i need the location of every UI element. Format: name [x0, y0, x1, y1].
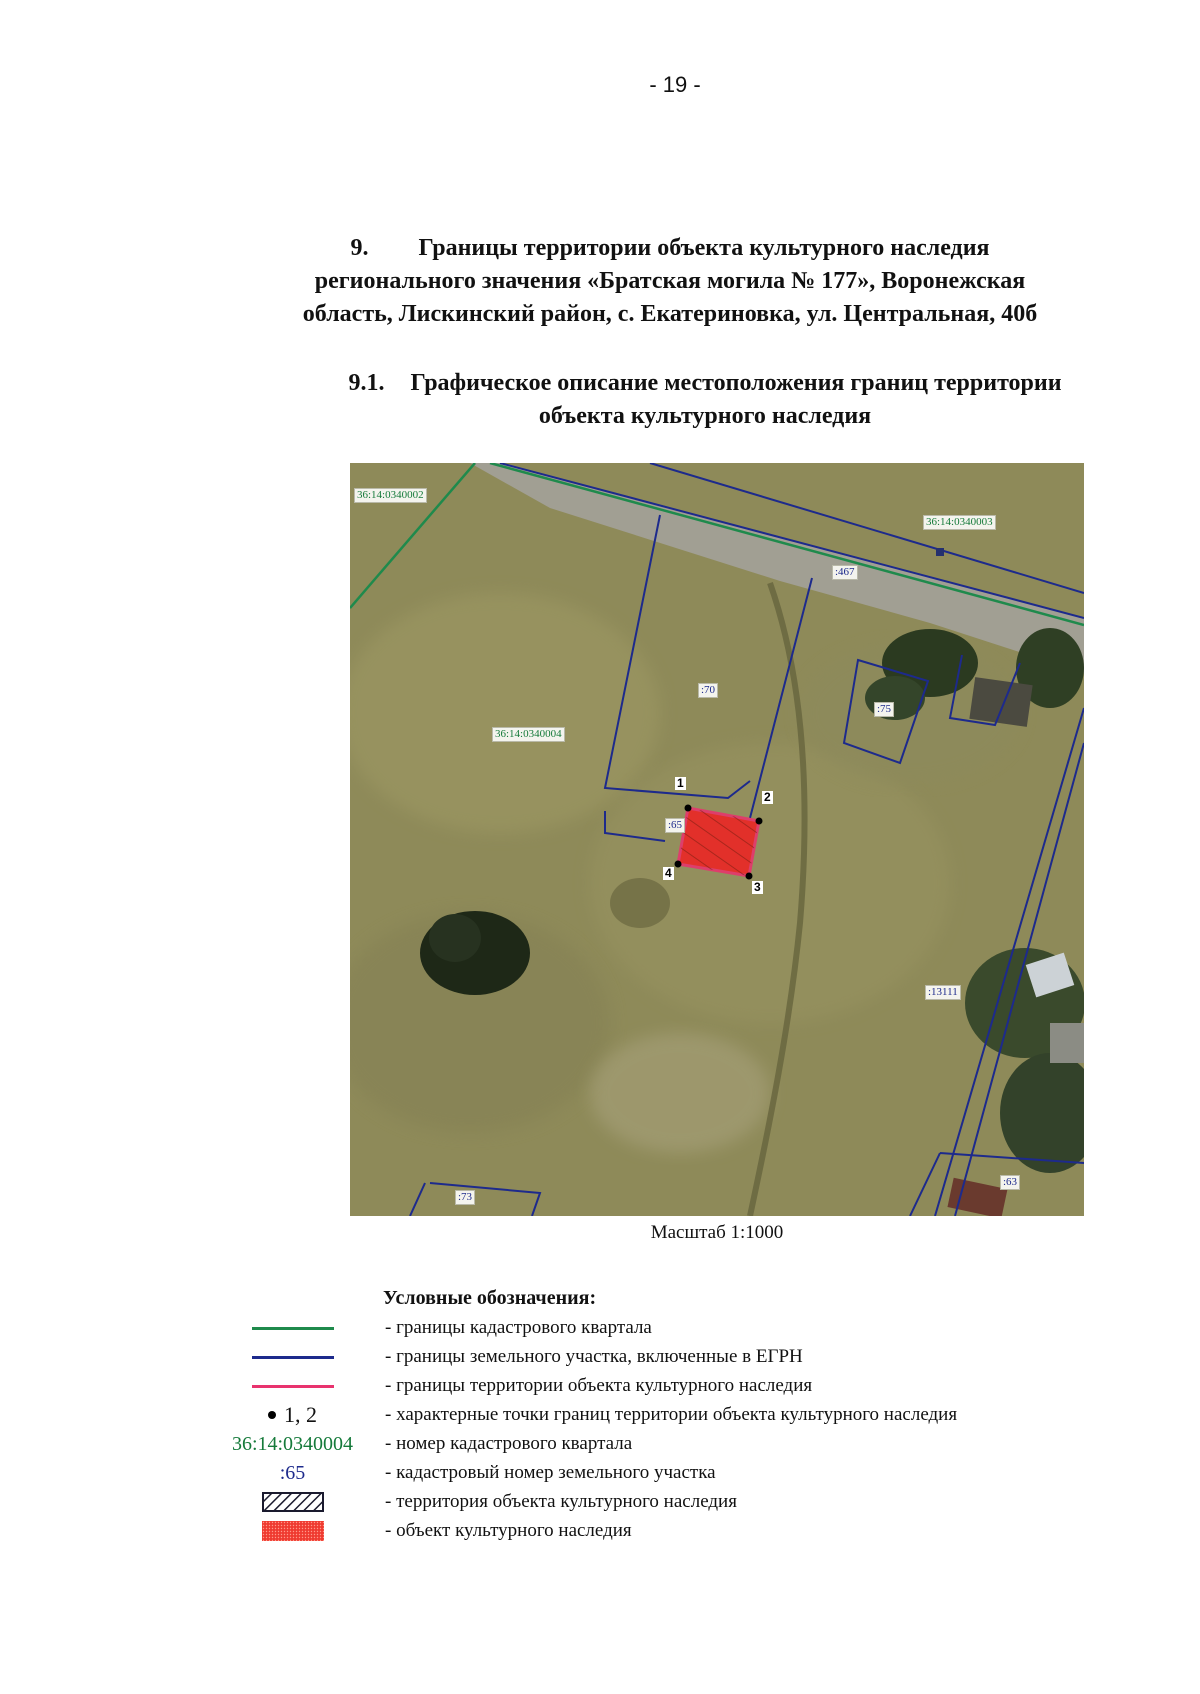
section-heading — [200, 232, 1140, 331]
legend-text: - объект культурного наследия — [385, 1520, 632, 1541]
green-line-symbol — [252, 1327, 334, 1330]
point-label-3: 3 — [754, 880, 761, 894]
pink-line-symbol — [252, 1385, 334, 1388]
legend-item-parcel-number — [210, 1459, 1130, 1487]
legend-text: - границы территории объекта культурного наследия — [385, 1375, 813, 1396]
legend-item-heritage-territory — [210, 1488, 1130, 1516]
legend-text: - границы кадастрового квартала — [385, 1317, 652, 1338]
legend-item-parcel-boundary — [210, 1343, 1130, 1371]
legend-text: - кадастровый номер земельного участка — [385, 1462, 716, 1483]
point-label-1: 1 — [677, 776, 684, 790]
legend-text: - характерные точки границ территории объекта культурного наследия — [385, 1404, 958, 1425]
blue-line-symbol — [252, 1356, 334, 1359]
parcel-label-75: :75 — [874, 702, 894, 717]
point-label-2: 2 — [764, 790, 771, 804]
quarter-label-0340004: 36:14:0340004 — [492, 727, 565, 742]
legend-item-quarter-boundary — [210, 1314, 1130, 1342]
parcel-label-70: :70 — [698, 683, 718, 698]
legend-item-quarter-number — [210, 1430, 1130, 1458]
small-object — [936, 548, 944, 556]
legend-item-boundary-points — [210, 1401, 1130, 1429]
hatch-box-symbol — [262, 1492, 324, 1512]
point-label-4: 4 — [665, 866, 672, 880]
page-number: - 19 - — [649, 72, 701, 97]
subsection-number: 9.1. — [348, 370, 385, 396]
parcel-code-symbol: :65 — [279, 1461, 306, 1484]
red-box-symbol — [262, 1521, 324, 1541]
parcel-label-73: :73 — [455, 1190, 475, 1205]
heading-line-1: Границы территории объекта культурного наследия — [418, 235, 990, 261]
map-scale: Масштаб 1:1000 — [650, 1222, 784, 1243]
section-number: 9. — [350, 235, 369, 261]
subheading-line-1: Графическое описание местоположения границ территории — [410, 370, 1062, 396]
legend-text: - границы земельного участка, включенные в ЕГРН — [385, 1346, 803, 1367]
quarter-label-0340002: 36:14:0340002 — [354, 488, 427, 503]
subsection-heading — [255, 367, 1155, 433]
parcel-label-65: :65 — [665, 818, 685, 833]
parcel-label-13111: :13111 — [925, 985, 961, 1000]
heading-line-2: регионального значения «Братская могила № 177», Воронежская — [314, 268, 1026, 294]
legend-item-heritage-boundary — [210, 1372, 1130, 1400]
legend-item-heritage-object — [210, 1517, 1130, 1545]
point-symbol-icon — [268, 1411, 276, 1419]
cadastral-map — [350, 463, 1084, 1216]
subheading-line-2: объекта культурного наследия — [538, 403, 872, 429]
legend-text: - номер кадастрового квартала — [385, 1433, 633, 1454]
quarter-code-symbol: 36:14:0340004 — [231, 1432, 354, 1455]
point-symbol-text: 1, 2 — [284, 1402, 317, 1427]
parcel-label-63: :63 — [1000, 1175, 1020, 1190]
heading-line-3: область, Лискинский район, с. Екатериновка, ул. Центральная, 40б — [302, 301, 1038, 327]
legend-text: - территория объекта культурного наследия — [385, 1491, 737, 1512]
quarter-label-0340003: 36:14:0340003 — [923, 515, 996, 530]
map-drawing — [350, 463, 1084, 1216]
parcel-label-467: :467 — [832, 565, 858, 580]
legend-title: Условные обозначения: — [383, 1287, 597, 1309]
